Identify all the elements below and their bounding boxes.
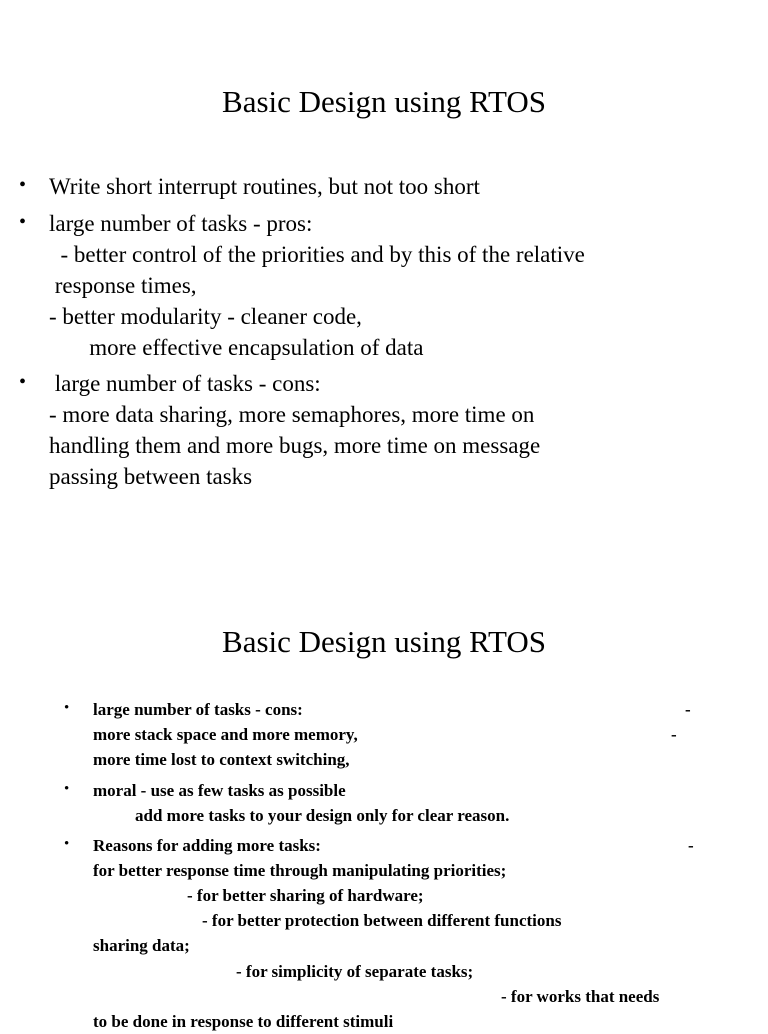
bullet-text: - for better sharing of hardware;: [187, 886, 424, 905]
bullet-dot: •: [64, 781, 70, 797]
bullet-text: - better modularity - cleaner code,: [49, 304, 362, 329]
bullet-dot: •: [19, 174, 27, 196]
bullet-text: more stack space and more memory,: [93, 725, 358, 744]
bullet-text: - for simplicity of separate tasks;: [236, 962, 474, 981]
bullet-text: Reasons for adding more tasks:: [93, 836, 321, 855]
bullet-text: Write short interrupt routines, but not too short: [49, 174, 480, 199]
dash-marker: -: [671, 725, 677, 744]
dash-marker: -: [685, 700, 691, 719]
bullet-dot: •: [19, 371, 27, 393]
bullet-text: response times,: [49, 273, 197, 298]
dash-marker: -: [688, 836, 694, 855]
bullet-dot: •: [64, 700, 70, 716]
bullet-text: large number of tasks - pros:: [49, 211, 313, 236]
bullet-text: handling them and more bugs, more time on message: [49, 433, 541, 458]
bullet-text: more time lost to context switching,: [93, 750, 350, 769]
bullet-text: to be done in response to different stimuli: [93, 1012, 394, 1031]
bullet-text: large number of tasks - cons:: [49, 371, 321, 396]
slide-2-title: Basic Design using RTOS: [222, 624, 546, 659]
bullet-text: - for works that needs: [501, 987, 660, 1006]
bullet-text: add more tasks to your design only for clear reason.: [135, 806, 510, 825]
bullet-text: large number of tasks - cons:: [93, 700, 303, 719]
bullet-text: - for better protection between different functions: [202, 911, 562, 930]
bullet-text: - more data sharing, more semaphores, more time on: [49, 402, 535, 427]
bullet-text: for better response time through manipulating priorities;: [93, 861, 507, 880]
bullet-text: more effective encapsulation of data: [49, 335, 424, 360]
slide-1-title: Basic Design using RTOS: [222, 84, 546, 119]
bullet-dot: •: [19, 211, 27, 233]
bullet-text: - better control of the priorities and by this of the relative: [49, 242, 585, 267]
bullet-text: moral - use as few tasks as possible: [93, 781, 346, 800]
bullet-text: sharing data;: [93, 936, 190, 955]
bullet-dot: •: [64, 836, 70, 852]
bullet-text: passing between tasks: [49, 464, 253, 489]
